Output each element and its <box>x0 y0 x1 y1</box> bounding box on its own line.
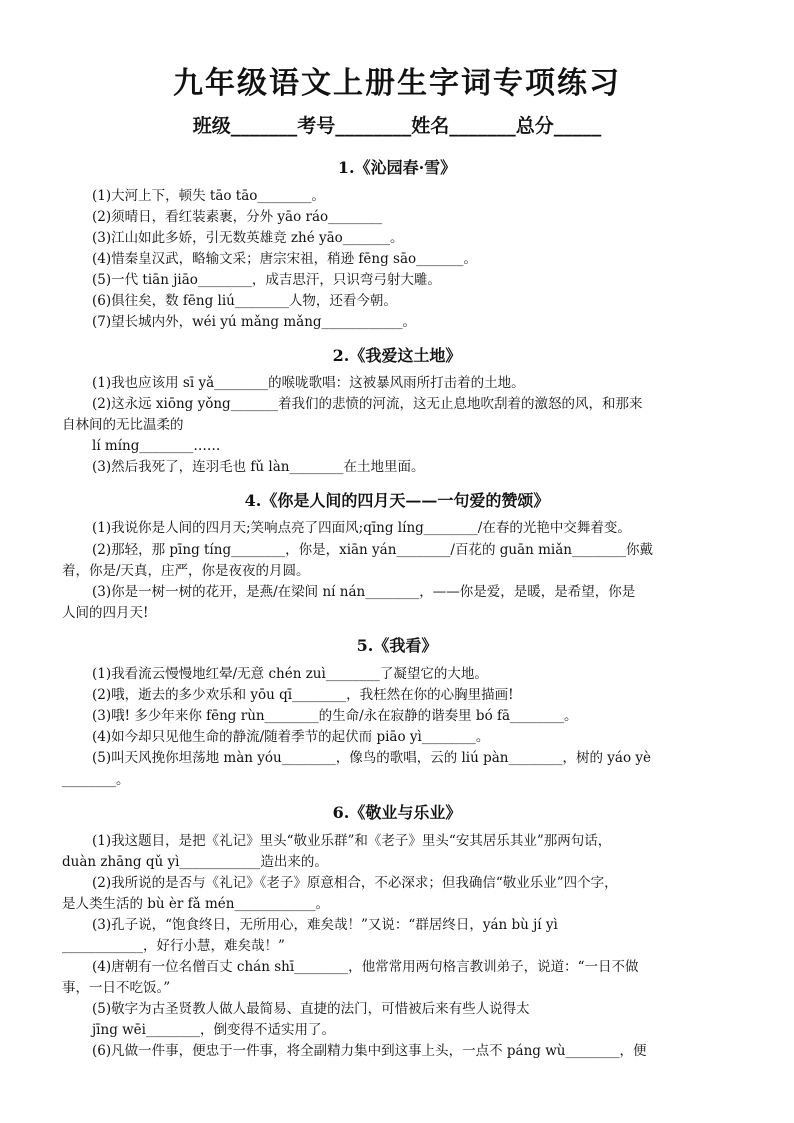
exercise-line: 事，一日不吃饭。” <box>62 980 171 996</box>
exercise-line: 人间的四月天! <box>62 605 149 621</box>
exercise-line: (3)然后我死了，连羽毛也 fǔ làn________在土地里面。 <box>92 459 425 475</box>
exercise-line: ____________，好行小慧，难矣哉！” <box>62 938 285 954</box>
exercise-line: (4)惜秦皇汉武，略输文采；唐宗宋祖，稍逊 fēng sāo_______。 <box>92 251 477 267</box>
exercise-line: (3)江山如此多娇，引无数英雄竞 zhé yāo_______。 <box>92 230 404 246</box>
exercise-line: (2)我所说的是否与《礼记》《老子》原意相合，不必深求；但我确信“敬业乐业”四个字， <box>92 875 618 891</box>
exercise-line: (3)你是一树一树的花开，是燕/在梁间 ní nán________，——你是爱，是暖，是希望，你是 <box>92 584 636 600</box>
exercise-line: (1)我看流云慢慢地红晕/无意 chén zuì________了凝望它的大地。 <box>92 666 488 682</box>
section-heading: 2.《我爱这土地》 <box>332 346 462 365</box>
section-heading: 6.《敬业与乐业》 <box>332 803 462 822</box>
exercise-line: (4)唐朝有一位名僧百丈 chán shī________，他常常用两句格言教训弟子，说道：“一日不做 <box>92 959 639 975</box>
exercise-line: 自林间的无比温柔的 <box>62 417 184 433</box>
exercise-line: (5)叫天风挽你坦荡地 màn yóu________，像鸟的歌唱，云的 liú pàn________，树的 yáo yè <box>92 750 651 766</box>
exercise-line: (5)敬字为古圣贤教人做人最简易、直捷的法门，可惜被后来有些人说得太 <box>92 1001 530 1017</box>
section-heading: 4.《你是人间的四月天——一句爱的赞颂》 <box>244 491 550 510</box>
exercise-line: 着，你是/天真，庄严，你是夜夜的月圆。 <box>62 563 310 579</box>
exercise-line: (2)那轻，那 pīng tíng________，你是，xiān yán________/百花的 guān miǎn________你戴 <box>92 542 653 558</box>
exercise-line: (5)一代 tiān jiāo________，成吉思汗，只识弯弓射大雕。 <box>92 272 441 288</box>
exercise-line: ________。 <box>62 772 130 788</box>
exercise-line: (1)我说你是人间的四月天;笑响点亮了四面风;qīng líng________/在春的光艳中交舞着变。 <box>92 520 631 536</box>
exercise-line: (1)我这题目，是把《礼记》里头“敬业乐群”和《老子》里头“安其居乐其业”那两句话， <box>92 833 612 849</box>
exercise-line: (3)孔子说，“饱食终日，无所用心，难矣哉！”又说：“群居终日，yán bù jí yì <box>92 917 558 933</box>
exercise-line: (3)哦! 多少年来你 fēng rùn________的生命/永在寂静的谐奏里 bó fā________。 <box>92 708 578 724</box>
section-heading: 5.《我看》 <box>356 636 438 655</box>
exercise-line: duàn zhāng qǔ yì____________造出来的。 <box>62 854 328 870</box>
exercise-line: (7)望长城内外，wéi yú mǎng mǎng____________。 <box>92 314 417 330</box>
exercise-line: lí míng________…… <box>92 438 221 454</box>
section-heading: 1.《沁园春·雪》 <box>337 158 457 177</box>
exercise-line: (6)俱往矣，数 fēng liú________人物，还看今朝。 <box>92 293 397 309</box>
exercise-line: jīng wēi________，倒变得不适实用了。 <box>92 1022 335 1038</box>
exercise-line: (2)哦，逝去的多少欢乐和 yōu qī________，我枉然在你的心胸里描画! <box>92 687 514 703</box>
exercise-line: (1)大河上下，顿失 tāo tāo________。 <box>92 188 325 204</box>
page-title: 九年级语文上册生字词专项练习 <box>173 66 621 101</box>
exercise-line: (4)如今却只见他生命的静流/随着季节的起伏而 piāo yì________。 <box>92 729 490 745</box>
student-info-line: 班级_______考号________姓名_______总分_____ <box>192 115 602 137</box>
exercise-line: (2)须晴日，看红装素裹，分外 yāo ráo________ <box>92 209 383 225</box>
exercise-line: (2)这永远 xiōng yǒng_______着我们的悲愤的河流，这无止息地吹刮着的激怒的风，和那来 <box>92 396 643 412</box>
exercise-line: 是人类生活的 bù èr fǎ mén____________。 <box>62 896 329 912</box>
exercise-line: (6)凡做一件事，便忠于一件事，将全副精力集中到这事上头，一点不 páng wù________，便 <box>92 1043 647 1059</box>
exercise-line: (1)我也应该用 sī yǎ________的喉咙歌唱：这被暴风雨所打击着的土地。 <box>92 375 525 391</box>
